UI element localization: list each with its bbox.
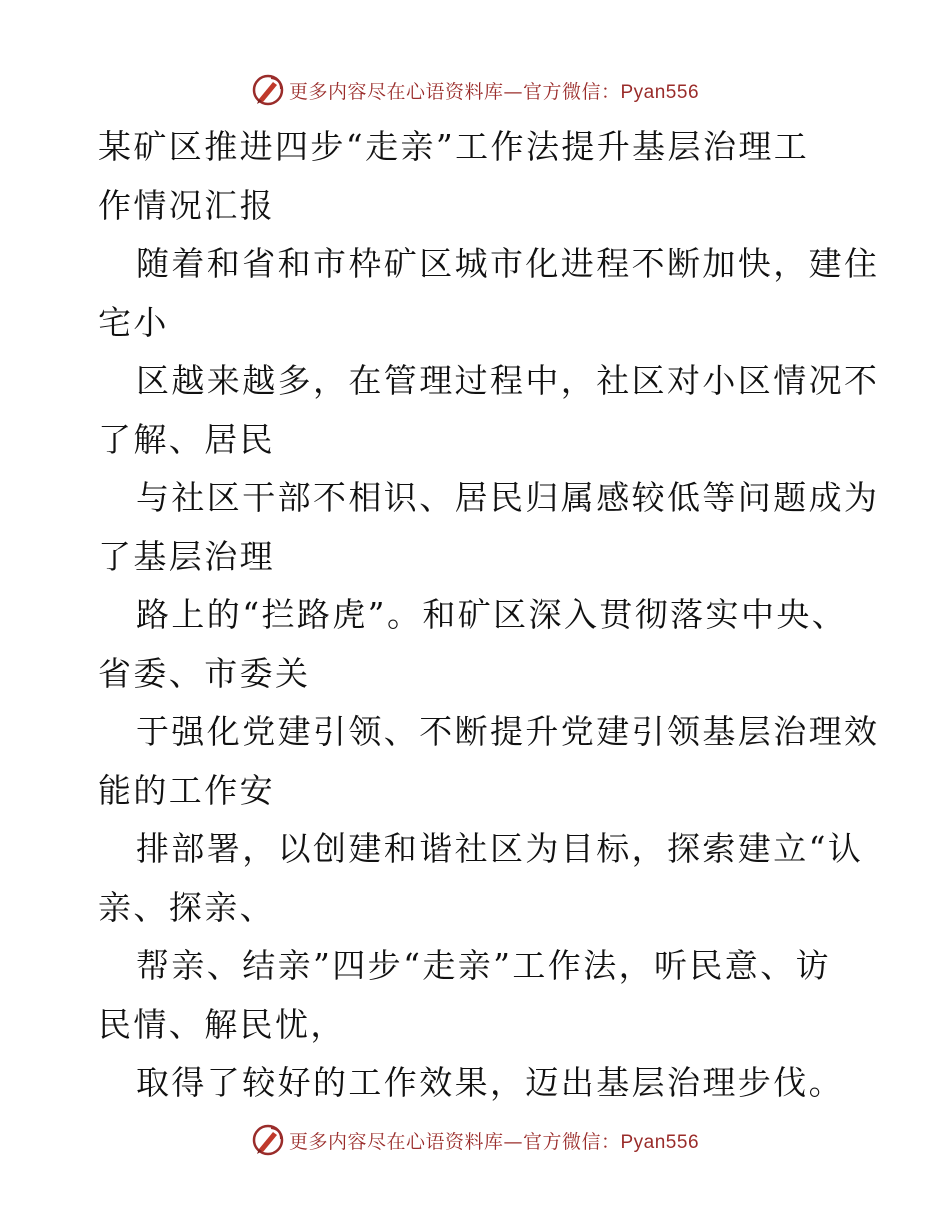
- pen-logo-icon: [251, 73, 285, 107]
- watermark-banner-bottom: [0, 1120, 950, 1160]
- document-body: [98, 118, 880, 1113]
- paragraph-line: 了解、居民: [98, 419, 275, 459]
- watermark-text: 更多内容尽在心语资料库—官方微信：Pyan556: [288, 1130, 700, 1153]
- document-title-line-1: 某矿区推进四步“走亲”工作法提升基层治理工: [98, 127, 810, 166]
- document-title-line-2: 作情况汇报: [98, 185, 275, 225]
- paragraph-line: 路上的“拦路虎”。和矿区深入贯彻落实中央、: [136, 595, 848, 634]
- paragraph-line: 能的工作安: [98, 770, 275, 810]
- paragraph-line: 宅小: [98, 302, 169, 342]
- document-paragraphs: [98, 235, 880, 1113]
- pen-logo-icon: [251, 1123, 285, 1157]
- paragraph-line: 民情、解民忧，: [98, 1004, 346, 1044]
- paragraph-line: 随着和省和市枠矿区城市化进程不断加快，建住: [136, 244, 880, 283]
- paragraph-line: 区越来越多，在管理过程中，社区对小区情况不: [136, 361, 880, 400]
- paragraph-line: 取得了较好的工作效果，迈出基层治理步伐。: [136, 1063, 844, 1102]
- paragraph-line: 帮亲、结亲”四步“走亲”工作法，听民意、访: [136, 946, 832, 985]
- paragraph-line: 排部署，以创建和谐社区为目标，探索建立“认: [136, 829, 864, 868]
- paragraph-line: 亲、探亲、: [98, 887, 275, 927]
- paragraph-line: 省委、市委关: [98, 653, 311, 693]
- paragraph-line: 与社区干部不相识、居民归属感较低等问题成为: [136, 478, 880, 517]
- watermark-text: 更多内容尽在心语资料库—官方微信：Pyan556: [288, 80, 700, 103]
- watermark-banner-top: [0, 70, 950, 110]
- paragraph-line: 于强化党建引领、不断提升党建引领基层治理效: [136, 712, 880, 751]
- paragraph-line: 了基层治理: [98, 536, 275, 576]
